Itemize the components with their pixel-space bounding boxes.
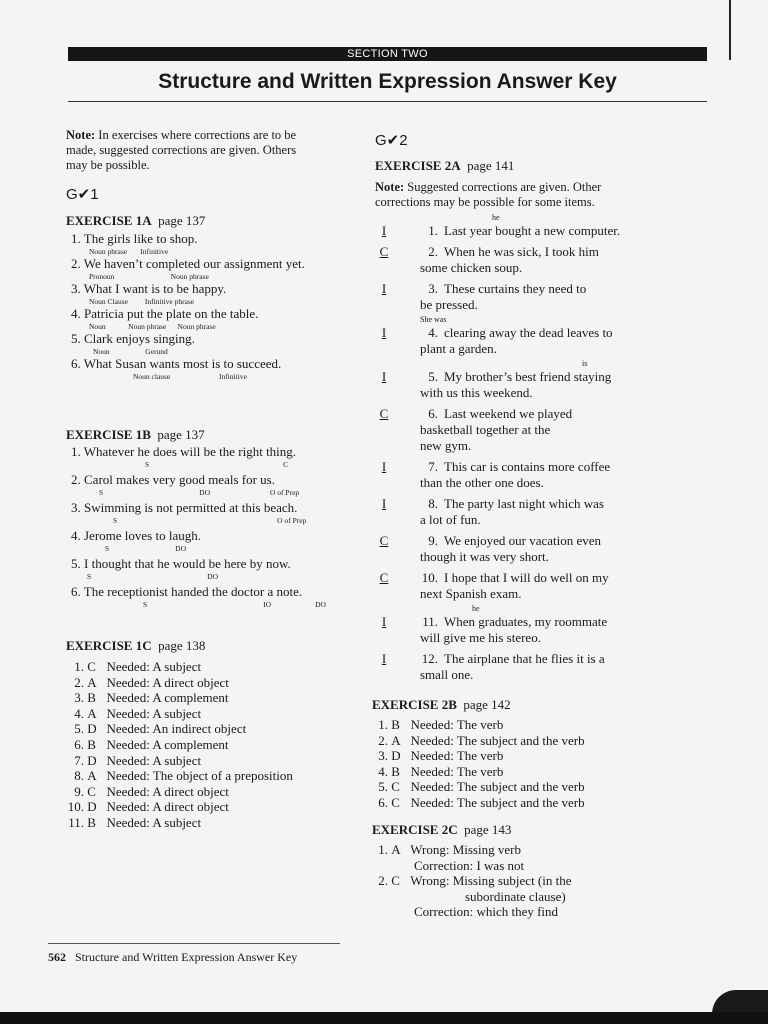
exercise-2b-list [372, 717, 585, 811]
grammar-labels: S C [145, 460, 289, 469]
inserted-correction: She was [420, 315, 447, 324]
list-item: 11. B Needed: A subject [68, 814, 202, 830]
grammar-labels: S O of Prep [113, 516, 307, 525]
list-item: 4. B Needed: The verb [378, 763, 504, 779]
exercise-2b-heading: EXERCISE 2B page 142 [372, 697, 511, 712]
list-item: 5. Clark enjoys singing. [71, 331, 195, 346]
exercise-1c-list [62, 659, 293, 831]
list-item: C 10. I hope that I will do well on my [379, 570, 609, 585]
page-number: 562 [48, 950, 66, 964]
list-item: 2. A Needed: The subject and the verb [378, 732, 585, 748]
footer-text: Structure and Written Expression Answer Key [75, 950, 298, 964]
grammar-labels: S DO [87, 572, 219, 581]
list-item: C 6. Last weekend we played [379, 406, 573, 421]
list-item: I 3. These curtains they need to [381, 281, 587, 296]
scan-edge [0, 1012, 768, 1024]
list-item: 4. Patricia put the plate on the table. [71, 306, 259, 321]
list-item: C 2. When he was sick, I took him [379, 244, 599, 259]
grammar-labels: S IO DO [143, 600, 326, 609]
list-item: 8. A Needed: The object of a preposition [74, 768, 293, 784]
inserted-correction: he [492, 213, 500, 222]
inserted-correction: is [582, 359, 588, 368]
list-item: I 1. Last year bought a new computer. [381, 223, 621, 238]
grammar-labels: Noun Clause Infinitive phrase [89, 297, 195, 306]
grammar-labels: Noun phrase Infinitive [89, 247, 169, 256]
list-item: 1. Whatever he does will be the right thing. [71, 444, 297, 459]
exercise-2a-list [372, 213, 672, 683]
page-title: Structure and Written Expression Answer Key [158, 70, 617, 93]
list-item: 2. C Wrong: Missing subject (in the [378, 873, 572, 889]
exercise-1b-list [71, 444, 326, 609]
grammar-labels: Noun Gerund [93, 347, 168, 356]
list-item-continuation: next Spanish exam. [420, 586, 522, 601]
grammar-labels: Pronoun Noun phrase [89, 272, 209, 281]
list-item: 3. What I want is to be happy. [71, 281, 227, 296]
exercise-2a-note: Note: Suggested corrections are given. Other corrections may be possible for some items. [375, 180, 602, 209]
list-item: I 8. The party last night which was [381, 496, 604, 511]
gv2-heading: G✔2 [375, 132, 408, 149]
footer-rule [48, 943, 340, 944]
list-item-continuation: with us this weekend. [420, 385, 533, 400]
list-item: 1. B Needed: The verb [378, 717, 504, 732]
list-item-continuation: basketball together at the [420, 422, 551, 437]
list-item: 7. D Needed: A subject [74, 752, 202, 768]
list-item-continuation: be pressed. [420, 297, 478, 312]
grammar-labels: S DO [105, 544, 187, 553]
list-item: I 12. The airplane that he flies it is a [381, 651, 605, 666]
list-item-continuation: Correction: which they find [414, 904, 559, 920]
inserted-correction: he [472, 604, 480, 613]
left-note: Note: In exercises where corrections are to be made, suggested corrections are given. Others may be possible. [66, 128, 297, 172]
exercise-2c-heading: EXERCISE 2C page 143 [372, 822, 512, 837]
list-item: 3. Swimming is not permitted at this beach. [71, 500, 298, 515]
exercise-1c-heading: EXERCISE 1C page 138 [66, 638, 206, 653]
list-item-continuation: than the other one does. [420, 475, 544, 490]
page-footer [48, 950, 297, 965]
list-item: 1. C Needed: A subject [74, 659, 202, 674]
grammar-labels: Noun clause Infinitive [133, 372, 247, 381]
list-item-continuation: plant a garden. [420, 341, 497, 356]
page-curl-shadow [712, 990, 768, 1014]
list-item: 4. A Needed: A subject [74, 705, 202, 721]
exercise-1b-heading: EXERCISE 1B page 137 [66, 427, 205, 442]
section-banner: SECTION TWO [68, 47, 707, 61]
gv1-heading: G✔1 [66, 186, 99, 203]
list-item: C 9. We enjoyed our vacation even [379, 533, 602, 548]
list-item-continuation: subordinate clause) [465, 888, 566, 904]
list-item: 5. C Needed: The subject and the verb [378, 779, 585, 795]
list-item: 2. Carol makes very good meals for us. [71, 472, 275, 487]
list-item-continuation: new gym. [420, 438, 472, 453]
list-item: 2. A Needed: A direct object [74, 674, 229, 690]
grammar-labels: S DO O of Prep [99, 488, 300, 497]
list-item: I 7. This car is contains more coffee [381, 459, 611, 474]
list-item-continuation: some chicken soup. [420, 260, 523, 275]
list-item: 6. C Needed: The subject and the verb [378, 794, 585, 810]
page-edge [729, 0, 731, 60]
list-item: I 11. When graduates, my roommate [381, 614, 608, 629]
list-item-continuation: will give me his stereo. [420, 630, 541, 645]
list-item: 10. D Needed: A direct object [67, 799, 229, 815]
list-item: I 4. clearing away the dead leaves to [381, 325, 613, 340]
list-item: 1. A Wrong: Missing verb [378, 842, 521, 857]
title-rule [68, 101, 707, 102]
list-item: 5. D Needed: An indirect object [74, 721, 247, 737]
list-item: 6. What Susan wants most is to succeed. [71, 356, 282, 371]
list-item: 3. B Needed: A complement [74, 690, 229, 706]
list-item: 6. B Needed: A complement [74, 736, 229, 752]
exercise-1a-heading: EXERCISE 1A page 137 [66, 213, 206, 228]
list-item-continuation: small one. [420, 667, 474, 682]
list-item: 6. The receptionist handed the doctor a note. [71, 584, 303, 599]
list-item-continuation: Correction: I was not [414, 857, 525, 873]
exercise-2c-list [372, 842, 572, 920]
grammar-labels: Noun Noun phrase Noun phrase [89, 322, 216, 331]
exercise-2a-heading: EXERCISE 2A page 141 [375, 158, 515, 173]
list-item: 5. I thought that he would be here by now. [71, 556, 291, 571]
list-item: I 5. My brother’s best friend staying [381, 369, 612, 384]
list-item: 9. C Needed: A direct object [74, 783, 229, 799]
list-item: 1. The girls like to shop. [71, 231, 198, 246]
exercise-1a-list [71, 231, 305, 381]
list-item: 4. Jerome loves to laugh. [71, 528, 201, 543]
list-item-continuation: though it was very short. [420, 549, 549, 564]
list-item: 2. We haven’t completed our assignment yet. [71, 256, 305, 271]
list-item: 3. D Needed: The verb [378, 748, 504, 764]
list-item-continuation: a lot of fun. [420, 512, 481, 527]
